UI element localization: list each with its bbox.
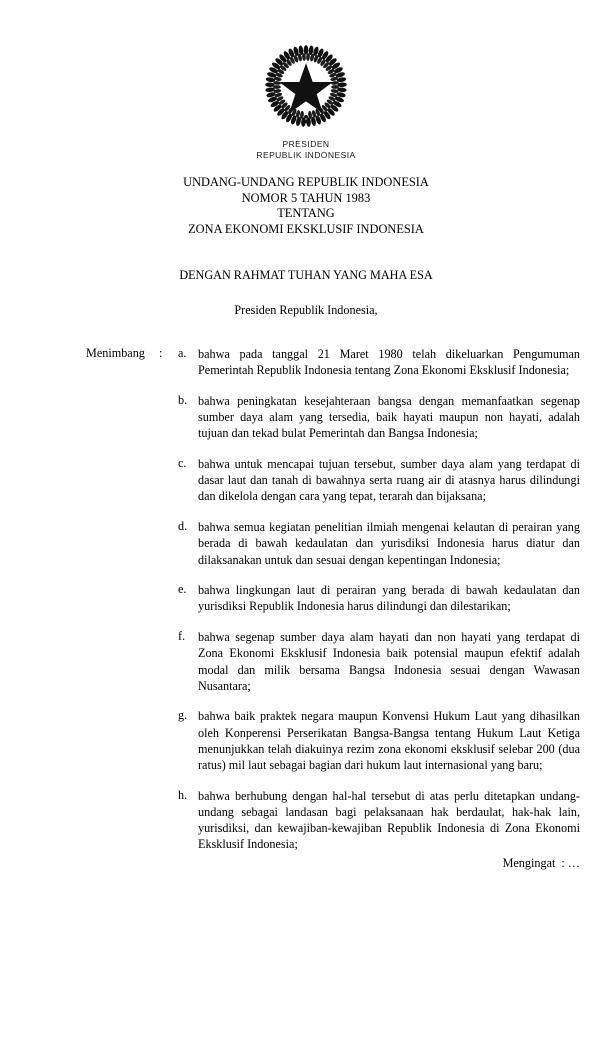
list-item-text: bahwa semua kegiatan penelitian ilmiah mengenai kelautan di perairan yang berada di bawah kedaulatan dan yurisdiksi Indonesia harus diatur dan dilaksanakan untuk dan sesuai dengan kepentingan Indonesia; [198, 520, 580, 567]
list-item-text: bahwa lingkungan laut di perairan yang berada di bawah kedaulatan dan yurisdiksi Republik Indonesia harus dilindungi dan dilestarikan; [198, 583, 580, 614]
list-item [178, 393, 580, 442]
considering-items [178, 346, 580, 853]
considering-colon: : [159, 346, 163, 360]
continuation-label: Mengingat [502, 855, 556, 870]
list-item [178, 708, 580, 773]
considering-label: Menimbang [86, 346, 145, 360]
document-title [0, 175, 612, 237]
considering-section [0, 346, 612, 853]
list-item-marker: a. [178, 346, 187, 360]
list-item-text: bahwa untuk mencapai tujuan tersebut, sumber daya alam yang terdapat di dasar laut dan tanah di bawahnya serta ruang air di atasnya harus dilindungi dan dikelola dengan cara yang tepat, terarah dan bijaksana; [198, 457, 580, 504]
document-page [0, 42, 612, 1050]
title-line-number: NOMOR 5 TAHUN 1983 [241, 190, 371, 205]
list-item-text: bahwa pada tanggal 21 Maret 1980 telah dikeluarkan Pengumuman Pemerintah Republik Indonesia tentang Zona Ekonomi Eksklusif Indonesia; [198, 347, 580, 378]
list-item-marker: c. [178, 456, 187, 471]
list-item [178, 519, 580, 568]
list-item-marker: d. [178, 519, 188, 534]
emblem-caption [0, 139, 612, 161]
title-line-about: TENTANG [277, 206, 335, 220]
list-item [178, 346, 580, 378]
list-item-marker: g. [178, 708, 188, 723]
title-line-subject: ZONA EKONOMI EKSKLUSIF INDONESIA [188, 221, 424, 236]
list-item-marker: h. [178, 787, 188, 802]
indonesian-presidential-seal-icon [262, 42, 350, 130]
emblem-caption-line-1: PRESIDEN [282, 139, 330, 149]
list-item-text: bahwa baik praktek negara maupun Konvensi Hukum Laut yang dihasilkan oleh Konperensi Perserikatan Bangsa-Bangsa tentang Hukum Laut Ketiga menunjukkan telah diakuinya rezim zona ekonomi eksklusif selebar 200 (dua ratus) mil laut sebagai bagian dari hukum laut internasional yang baru; [198, 709, 580, 773]
continuation-colon: : … [561, 855, 580, 870]
list-item [178, 788, 580, 853]
list-item-text: bahwa segenap sumber daya alam hayati dan non hayati yang terdapat di Zona Ekonomi Eksklusif Indonesia baik potensial maupun efektif adalah modal dan milik bersama Bangsa Indonesia sesuai dengan Wawasan Nusantara; [198, 630, 580, 693]
preamble-blessing: DENGAN RAHMAT TUHAN YANG MAHA ESA [179, 268, 433, 282]
continuation-note [0, 856, 612, 871]
emblem-caption-line-2: REPUBLIK INDONESIA [256, 150, 356, 160]
list-item [178, 582, 580, 614]
list-item-marker: b. [178, 392, 188, 407]
title-line-law-type: UNDANG-UNDANG REPUBLIK INDONESIA [183, 175, 429, 189]
considering-row [86, 346, 580, 853]
list-item [178, 629, 580, 694]
list-item-marker: e. [178, 582, 187, 597]
emblem-block [0, 42, 612, 161]
list-item-marker: f. [178, 629, 186, 644]
list-item [178, 456, 580, 505]
list-item-text: bahwa peningkatan kesejahteraan bangsa dengan memanfaatkan segenap sumber daya alam yang tersedia, baik hayati maupun non hayati, adalah tujuan dan tekad bulat Pemerintah dan Bangsa Indonesia; [198, 393, 580, 441]
list-item-text: bahwa berhubung dengan hal-hal tersebut di atas perlu ditetapkan undang-undang sebagai landasan bagi pelaksanaan hak berdaulat, hak-hak lain, yurisdiksi, dan kewajiban-kewajiban Republik Indonesia di Zona Ekonomi Eksklusif Indonesia; [198, 788, 580, 852]
preamble-authority: Presiden Republik Indonesia, [234, 303, 378, 317]
